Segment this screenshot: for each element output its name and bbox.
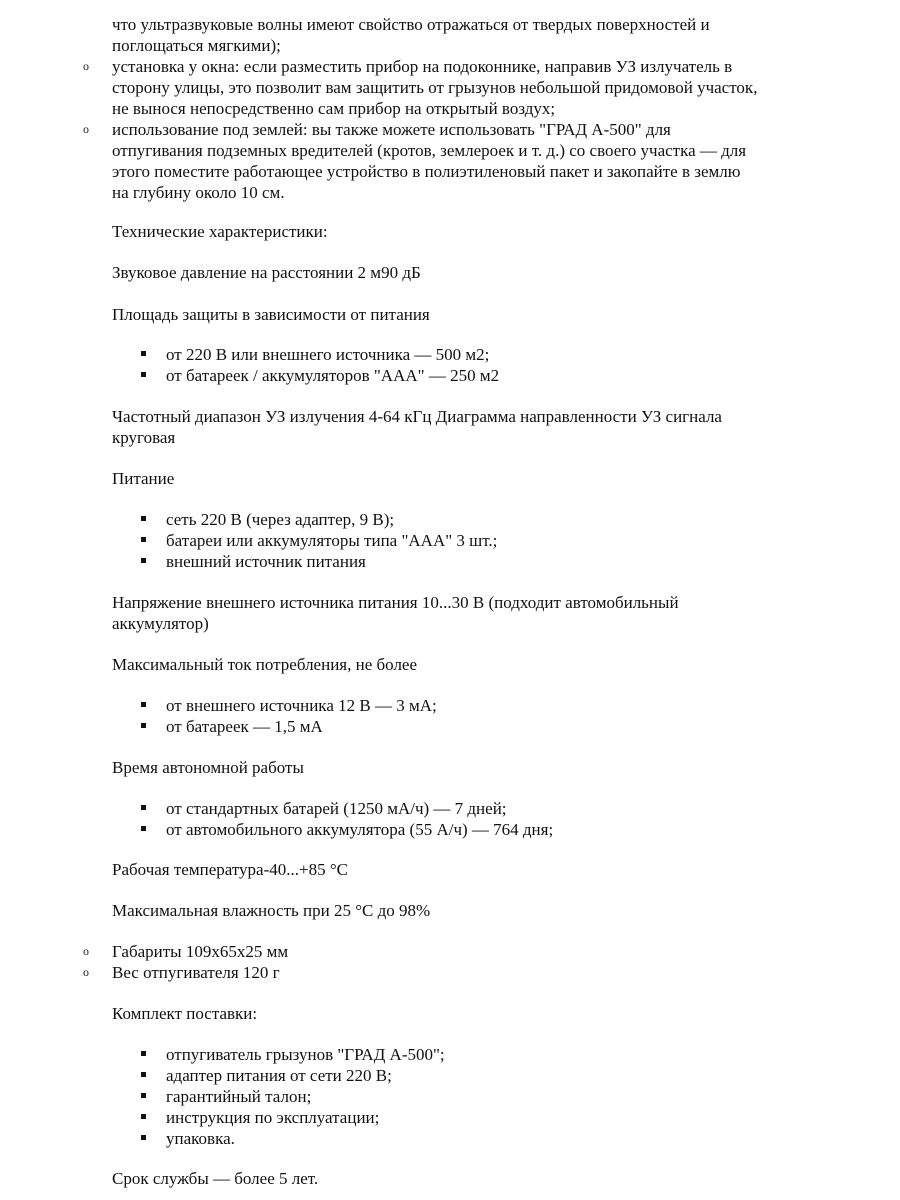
list-item-continuation: поглощаться мягкими); (112, 36, 281, 55)
list-item-dimensions: Габариты 109x65x25 мм (112, 942, 289, 961)
list-item-current-batteries: от батареек — 1,5 мА (166, 717, 323, 736)
list-item-kit: адаптер питания от сети 220 В; (166, 1066, 392, 1085)
list-item-current-external: от внешнего источника 12 В — 3 мА; (166, 696, 437, 715)
square-bullet (141, 1072, 146, 1077)
voltage-text: аккумулятор) (112, 614, 209, 633)
square-bullet (141, 351, 146, 356)
humidity-text: Максимальная влажность при 25 °C до 98% (112, 901, 431, 920)
list-item-window-placement: не вынося непосредственно сам прибор на открытый воздух; (112, 99, 556, 118)
square-bullet (141, 372, 146, 377)
square-bullet (141, 1114, 146, 1119)
square-bullet (141, 723, 146, 728)
square-bullet (141, 558, 146, 563)
circle-bullet: o (83, 122, 89, 136)
square-bullet (141, 1051, 146, 1056)
list-item-window-placement: установка у окна: если разместить прибор на подоконнике, направив УЗ излучатель в (112, 57, 733, 76)
list-item-kit: отпугиватель грызунов "ГРАД А-500"; (166, 1045, 445, 1064)
circle-bullet: o (83, 59, 89, 73)
current-heading: Максимальный ток потребления, не более (112, 655, 418, 674)
list-item-power-mains: сеть 220 В (через адаптер, 9 В); (166, 510, 395, 529)
list-item-underground-use: отпугивания подземных вредителей (кротов, землероек и т. д.) со своего участка — для (112, 141, 747, 160)
autonomy-heading: Время автономной работы (112, 758, 304, 777)
square-bullet (141, 826, 146, 831)
list-item-underground-use: этого поместите работающее устройство в полиэтиленовый пакет и закопайте в землю (112, 162, 741, 181)
list-item-kit: инструкция по эксплуатации; (166, 1108, 380, 1127)
square-bullet (141, 1135, 146, 1140)
temperature-text: Рабочая температура-40...+85 °C (112, 860, 348, 879)
circle-bullet: o (83, 944, 89, 958)
list-item-area-batteries: от батареек / аккумуляторов "ААА" — 250 м2 (166, 366, 500, 385)
list-item-weight: Вес отпугивателя 120 г (112, 963, 280, 982)
list-item-power-batteries: батареи или аккумуляторы типа "ААА" 3 шт.; (166, 531, 498, 550)
frequency-text: Частотный диапазон УЗ излучения 4-64 кГц Диаграмма направленности УЗ сигнала (112, 407, 722, 426)
square-bullet (141, 702, 146, 707)
list-item-autonomy-car-battery: от автомобильного аккумулятора (55 А/ч) — 764 дня; (166, 820, 554, 839)
list-item-window-placement: сторону улицы, это позволит вам защитить от грызунов небольшой придомовой участок, (112, 78, 758, 97)
list-item-power-external: внешний источник питания (166, 552, 366, 571)
list-item-underground-use: использование под землей: вы также можете использовать "ГРАД А-500" для (112, 120, 671, 139)
service-life-text: Срок службы — более 5 лет. (112, 1169, 319, 1188)
list-item-underground-use: на глубину около 10 см. (112, 183, 285, 202)
square-bullet (141, 1093, 146, 1098)
sound-pressure-text: Звуковое давление на расстоянии 2 м90 дБ (112, 263, 421, 282)
kit-heading: Комплект поставки: (112, 1004, 258, 1023)
circle-bullet: o (83, 965, 89, 979)
specs-heading: Технические характеристики: (112, 222, 328, 241)
square-bullet (141, 537, 146, 542)
list-item-kit: упаковка. (166, 1129, 235, 1148)
protection-area-heading: Площадь защиты в зависимости от питания (112, 305, 430, 324)
square-bullet (141, 516, 146, 521)
list-item-kit: гарантийный талон; (166, 1087, 312, 1106)
frequency-text: круговая (112, 428, 176, 447)
power-heading: Питание (112, 469, 175, 488)
list-item-autonomy-batteries: от стандартных батарей (1250 мА/ч) — 7 дней; (166, 799, 507, 818)
voltage-text: Напряжение внешнего источника питания 10...30 В (подходит автомобильный (112, 593, 679, 612)
list-item-continuation: что ультразвуковые волны имеют свойство отражаться от твердых поверхностей и (112, 15, 710, 34)
list-item-area-mains: от 220 В или внешнего источника — 500 м2; (166, 345, 490, 364)
square-bullet (141, 805, 146, 810)
